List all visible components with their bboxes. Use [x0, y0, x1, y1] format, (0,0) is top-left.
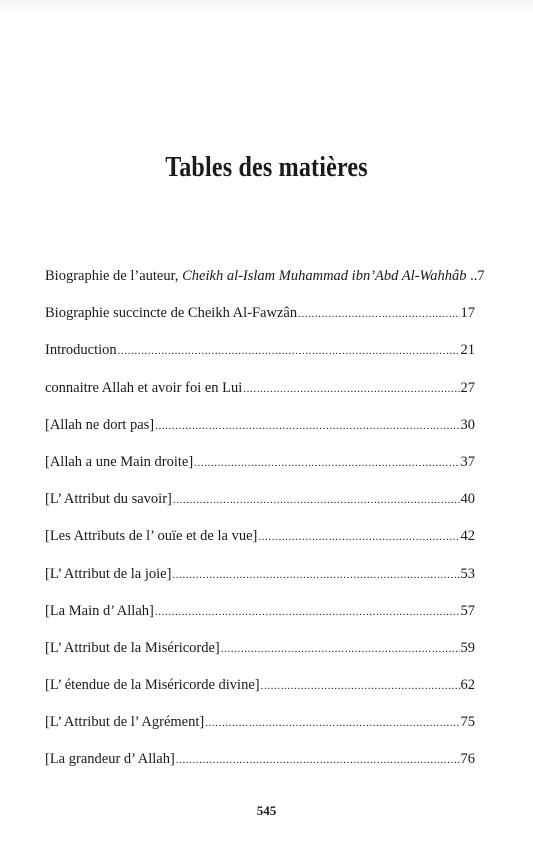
toc-entry — [45, 714, 475, 751]
dot-leader — [258, 531, 459, 543]
toc-entry — [45, 528, 475, 565]
toc-entry-page: 37 — [460, 453, 475, 470]
dot-leader — [155, 606, 460, 618]
toc-entry — [45, 417, 475, 454]
toc-entry — [45, 640, 475, 677]
toc-entry-label: [L’ étendue de la Miséricorde divine] — [45, 677, 260, 694]
toc-entry-page: 42 — [460, 528, 475, 545]
dot-leader — [172, 569, 459, 581]
toc-entry-page: 21 — [460, 342, 475, 359]
toc-entry — [45, 566, 475, 603]
toc-entry-label: [La grandeur d’ Allah] — [45, 751, 175, 768]
dot-leader — [155, 420, 459, 432]
toc-entry-label: [L’ Attribut du savoir] — [45, 491, 172, 508]
dot-leader — [298, 308, 459, 320]
toc-entry-label: [Allah ne dort pas] — [45, 416, 155, 433]
table-of-contents — [45, 268, 485, 789]
toc-entry-label: [L’ Attribut de l’ Agrément] — [45, 714, 205, 731]
toc-entry — [45, 454, 475, 491]
toc-entry-page: 53 — [460, 565, 475, 582]
toc-entry-label: connaitre Allah et avoir foi en Lui — [45, 379, 243, 396]
toc-entry — [45, 491, 475, 528]
toc-entry-page: 59 — [460, 639, 475, 656]
dot-leader — [173, 494, 460, 506]
toc-entry-page: 30 — [460, 416, 475, 433]
toc-entry-page: 57 — [460, 602, 475, 619]
dot-leader — [118, 345, 460, 357]
toc-entry-label-italic: Cheikh al-Islam Muhammad ibn’Abd Al-Wahhâb — [182, 268, 467, 284]
toc-entry — [45, 305, 475, 342]
dot-leader — [176, 754, 460, 766]
toc-entry-label: [Les Attributs de l’ ouïe et de la vue] — [45, 528, 258, 545]
toc-entry — [45, 268, 485, 305]
toc-entry-page: 75 — [460, 714, 475, 731]
dot-leader — [221, 643, 460, 655]
toc-entry-label: Introduction — [45, 342, 117, 359]
toc-entry-page: 76 — [460, 751, 475, 768]
dot-leader — [205, 717, 459, 729]
page-title: Tables des matières — [165, 152, 368, 183]
toc-entry-label: Biographie de l’auteur, Cheikh al-Islam Muhammad ibn’Abd Al-Wahhâb .. — [45, 268, 478, 284]
toc-entry — [45, 677, 475, 714]
toc-entry-label: [La Main d’ Allah] — [45, 602, 154, 619]
dot-leader — [243, 383, 459, 395]
toc-entry-page: 40 — [460, 491, 475, 508]
toc-entry-page: 7 — [477, 268, 485, 284]
toc-entry-page: 17 — [460, 305, 475, 322]
dot-leader — [194, 457, 459, 469]
toc-entry-label: [L’ Attribut de la joie] — [45, 565, 172, 582]
toc-entry-label: [L’ Attribut de la Miséricorde] — [45, 639, 220, 656]
toc-entry — [45, 380, 475, 417]
toc-entry — [45, 342, 475, 379]
toc-entry-page: 27 — [460, 379, 475, 396]
toc-entry-label: Biographie succincte de Cheikh Al-Fawzân — [45, 305, 298, 322]
toc-entry-label: [Allah a une Main droite] — [45, 453, 194, 470]
toc-entry — [45, 603, 475, 640]
toc-entry — [45, 751, 475, 788]
dot-leader — [261, 680, 460, 692]
page-number: 545 — [256, 803, 277, 818]
toc-entry-page: 62 — [460, 677, 475, 694]
